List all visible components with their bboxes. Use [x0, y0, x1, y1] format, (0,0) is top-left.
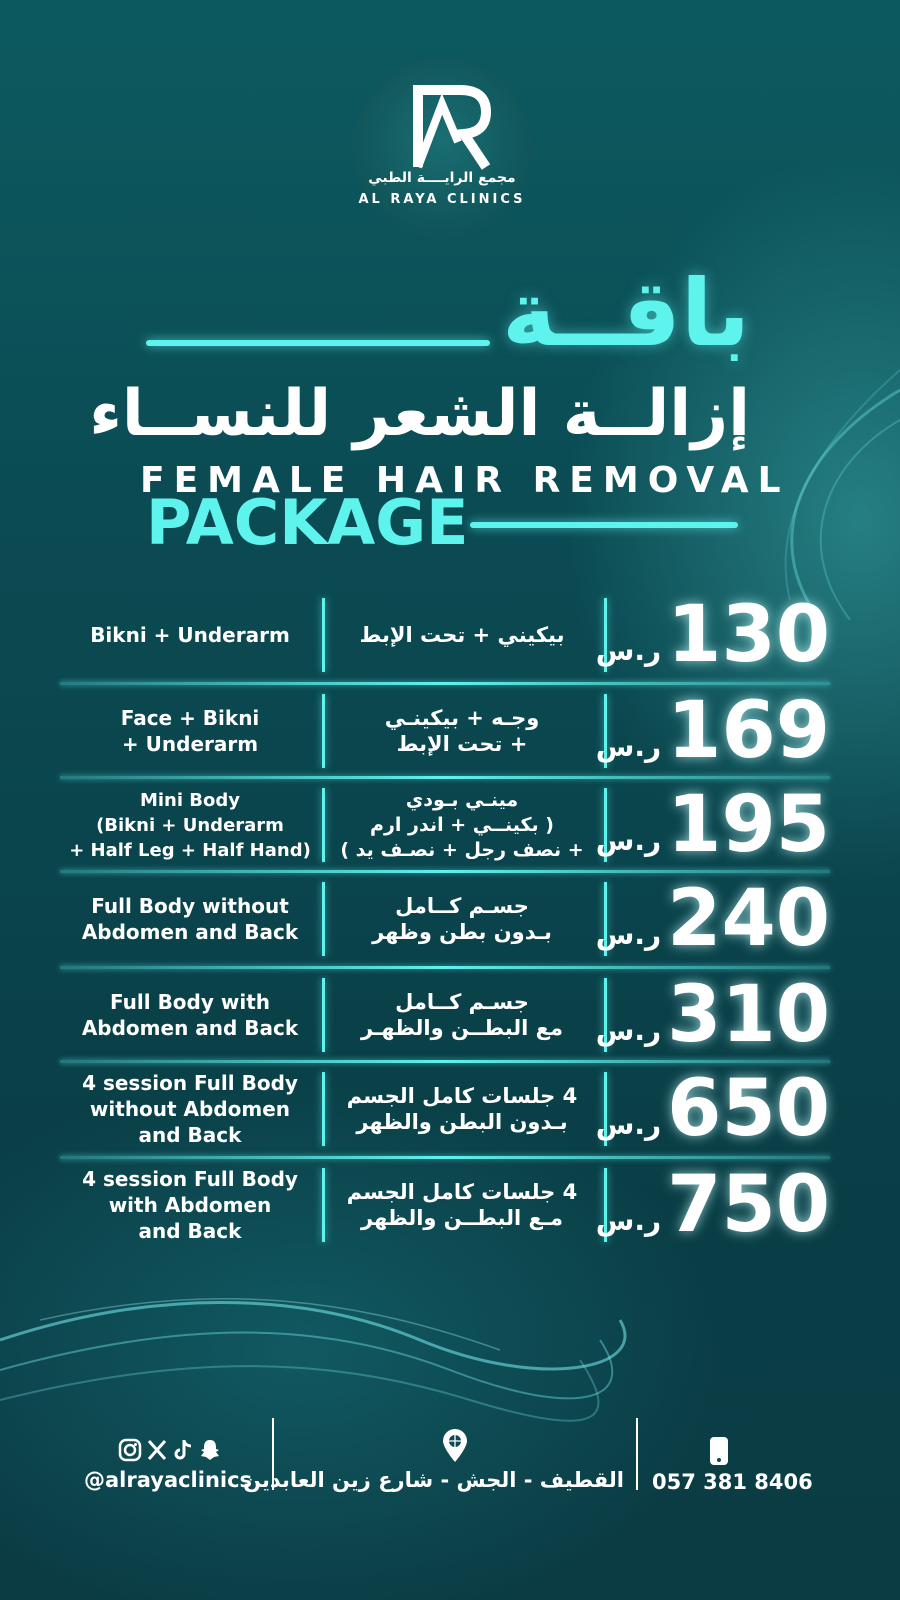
riyal-icon: ر.س [595, 1107, 662, 1141]
column-divider [322, 1072, 325, 1146]
riyal-icon: ر.س [595, 729, 662, 763]
logo-name-english: AL RAYA CLINICS [358, 192, 526, 207]
logo-name-arabic: مجمع الرايــــة الطبي [368, 170, 516, 186]
column-divider [322, 694, 325, 768]
package-name-arabic: بيكيني + تحت الإبط [359, 623, 565, 647]
package-row [60, 780, 830, 870]
row-divider [60, 870, 830, 873]
package-name-english: 4 session Full Body with Abdomen and Back [82, 1167, 298, 1243]
riyal-icon: ر.س [595, 823, 662, 857]
package-name-arabic: 4 جلسات كامل الجسم مـع البطــن والظهر [346, 1180, 578, 1230]
title-line-bottom [470, 522, 738, 528]
social-icons [118, 1438, 222, 1462]
social-handle[interactable]: @alrayaclinics [84, 1468, 253, 1492]
package-row [60, 590, 830, 680]
price-value: 310 [667, 970, 830, 1060]
riyal-icon: ر.س [595, 633, 662, 667]
row-divider [60, 682, 830, 685]
package-price [595, 686, 830, 776]
column-divider [322, 882, 325, 956]
price-value: 240 [667, 874, 830, 964]
row-divider [60, 1060, 830, 1063]
package-name-arabic: 4 جلسات كامل الجسم بـدون البطن والظهر [346, 1084, 578, 1134]
column-divider [322, 1168, 325, 1242]
price-value: 130 [667, 590, 830, 680]
package-name-english: Mini Body (Bikni + Underarm + Half Leg + Half Hand) [69, 789, 311, 861]
decorative-wave-bottom [0, 1280, 900, 1440]
package-name-english: Full Body without Abdomen and Back [81, 894, 299, 944]
package-row [60, 970, 830, 1060]
row-divider [60, 776, 830, 779]
instagram-icon[interactable] [118, 1438, 142, 1462]
title-hair-removal-arabic: إزالــة الشعر للنســاء [89, 377, 750, 451]
title-baqa: باقــة [501, 260, 750, 367]
package-row [60, 1064, 830, 1154]
package-price [595, 874, 830, 964]
package-price [595, 780, 830, 870]
package-name-arabic: مينـي بـودي ( بكينــي + اندر ارم + نصف رجل + نصـف يد ) [340, 788, 584, 861]
column-divider [322, 788, 325, 862]
address: القطيف - الجش - شارع زين العابدين [243, 1468, 624, 1492]
package-price [595, 1064, 830, 1154]
package-row [60, 874, 830, 964]
tiktok-icon[interactable] [172, 1438, 194, 1462]
package-name-arabic: جسـم كــامل مع البطــن والظهـر [360, 990, 564, 1040]
price-value: 195 [667, 780, 830, 870]
package-name-arabic: وجـه + بيكينـي + تحت الإبط [384, 706, 540, 756]
column-divider [322, 978, 325, 1052]
title-line-top [146, 340, 490, 346]
riyal-icon: ر.س [595, 1203, 662, 1237]
package-name-english: Full Body with Abdomen and Back [81, 990, 299, 1040]
phone-icon [708, 1436, 730, 1466]
package-name-arabic: جسـم كــامل بـدون بطن وظهر [372, 894, 552, 944]
row-divider [60, 1156, 830, 1159]
package-name-english: Face + Bikni + Underarm [120, 706, 260, 756]
logo-mark [412, 82, 492, 172]
title-female-hair-removal: FEMALE HAIR REMOVAL [140, 460, 790, 501]
footer-divider [636, 1418, 638, 1490]
price-value: 650 [667, 1064, 830, 1154]
package-row [60, 1160, 830, 1250]
package-price [595, 970, 830, 1060]
package-row [60, 686, 830, 776]
riyal-icon: ر.س [595, 917, 662, 951]
price-value: 750 [667, 1160, 830, 1250]
price-value: 169 [667, 686, 830, 776]
package-price [595, 590, 830, 680]
row-divider [60, 966, 830, 969]
riyal-icon: ر.س [595, 1013, 662, 1047]
location-icon [440, 1428, 470, 1464]
column-divider [322, 598, 325, 672]
package-price [595, 1160, 830, 1250]
x-icon[interactable] [146, 1438, 168, 1462]
package-name-english: Bikni + Underarm [90, 623, 290, 647]
snapchat-icon[interactable] [198, 1438, 222, 1462]
package-name-english: 4 session Full Body without Abdomen and Back [82, 1071, 298, 1147]
title-package: PACKAGE [146, 486, 469, 559]
phone-number[interactable]: 057 381 8406 [652, 1470, 813, 1494]
